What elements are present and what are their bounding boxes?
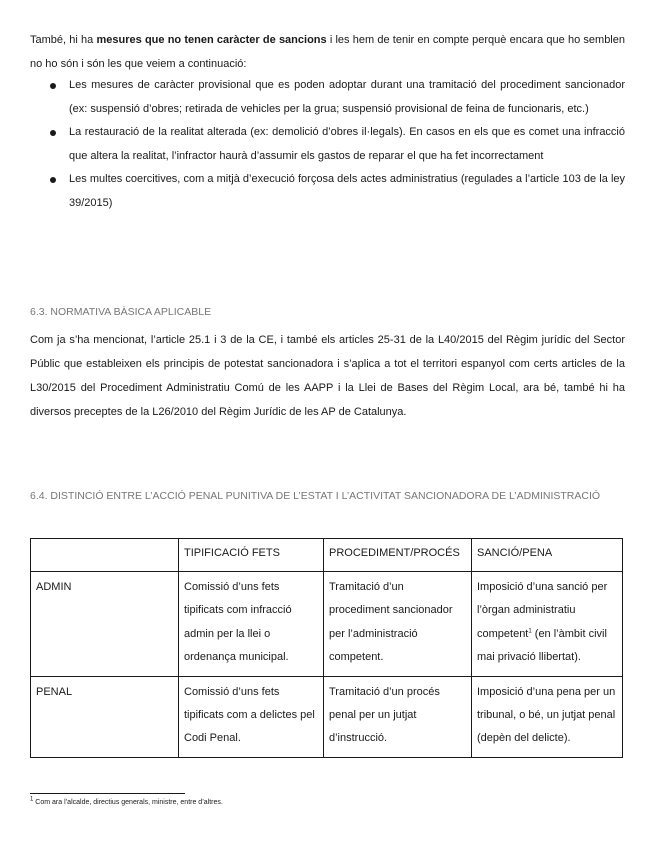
footnote-reference: 1 xyxy=(528,628,532,635)
table-header-cell xyxy=(31,539,179,572)
section-6-3-heading: 6.3. NORMATIVA BÀSICA APLICABLE xyxy=(30,306,212,318)
table-header-row xyxy=(31,539,623,572)
measures-list xyxy=(30,74,625,216)
intro-pre: També, hi ha xyxy=(30,34,97,46)
footnote-marker: 1 xyxy=(30,796,34,803)
intro-bold: mesures que no tenen caràcter de sancions xyxy=(96,34,327,46)
table-cell xyxy=(472,572,623,677)
table-cell: Comissió d’uns fets tipificats com infracció admin per la llei o ordenança municipal. xyxy=(179,572,324,677)
table-row xyxy=(31,676,623,757)
table-cell xyxy=(472,676,623,757)
table-header-cell: TIPIFICACIÓ FETS xyxy=(179,539,324,572)
list-item: Les mesures de caràcter provisional que es poden adoptar durant una tramitació del procediment sancionador (ex: suspensió d’obres; retirada de vehicles per la grua; suspensió provisional de feina de funcionaris, etc.) xyxy=(30,74,625,121)
table-header-cell: SANCIÓ/PENA xyxy=(472,539,623,572)
table-cell: Tramitació d’un procés penal per un jutjat d’instrucció. xyxy=(324,676,472,757)
intro-post: i les hem de tenir en compte perquè encara que ho semblen no ho són i són les que veiem a continuació: xyxy=(30,34,625,70)
intro-paragraph xyxy=(30,28,625,76)
row-label: ADMIN xyxy=(31,572,179,677)
section-6-4-heading: 6.4. DISTINCIÓ ENTRE L’ACCIÓ PENAL PUNITIVA DE L’ESTAT I L’ACTIVITAT SANCIONADORA DE L’ADMINISTRACIÓ xyxy=(30,490,601,502)
sancio-text: Imposició d’una pena per un tribunal, o bé, un jutjat penal (depèn del delicte). xyxy=(477,685,616,745)
sancio-text-cont: (en l’àmbit civil mai privació llibertat). xyxy=(477,627,607,664)
footnote xyxy=(30,796,223,806)
list-item: Les multes coercitives, com a mitjà d’execució forçosa dels actes administratius (regulades a l’article 103 de la ley 39/2015) xyxy=(30,168,625,215)
table-cell: Tramitació d’un procediment sancionador per l’administració competent. xyxy=(324,572,472,677)
footnote-text: Com ara l’alcalde, directius generals, ministre, entre d’altres. xyxy=(33,799,223,806)
table-cell: Comissió d’uns fets tipificats com a delictes pel Codi Penal. xyxy=(179,676,324,757)
row-label: PENAL xyxy=(31,676,179,757)
section-6-3-body: Com ja s’ha mencionat, l’article 25.1 i 3 de la CE, i també els articles 25-31 de la L40/2015 del Règim jurídic del Sector Públic que estableixen els principis de potestat sancionadora i s’aplica a tot el territori espanyol com certs articles de la L30/2015 del Procediment Administratiu Comú de les AAPP i la Llei de Bases del Règim Local, ara bé, també hi ha diversos preceptes de la L26/2010 del Règim Jurídic de les AP de Catalunya. xyxy=(30,334,625,418)
footnote-separator xyxy=(30,793,185,794)
list-item: La restauració de la realitat alterada (ex: demolició d’obres il·legals). En casos en els que es comet una infracció que altera la realitat, l’infractor haurà d’assumir els gastos de reparar el que ha fet incorrectament xyxy=(30,121,625,168)
distinction-table xyxy=(30,538,623,758)
sancio-text: Imposició d’una sanció per l’òrgan administratiu competent xyxy=(477,581,608,640)
table-header-cell: PROCEDIMENT/PROCÉS xyxy=(324,539,472,572)
table-row xyxy=(31,572,623,677)
